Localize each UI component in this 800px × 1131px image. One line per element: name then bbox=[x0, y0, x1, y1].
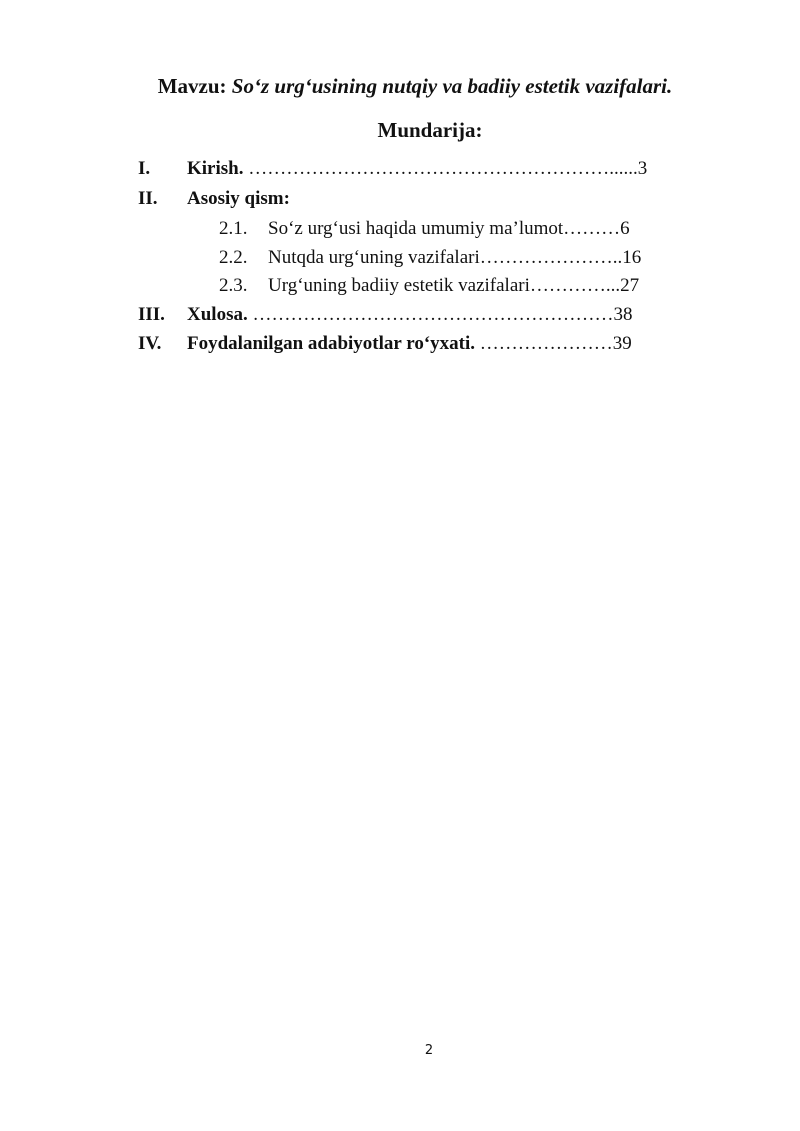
toc-subtitle: So‘z urg‘usi haqida umumiy ma’lumot bbox=[268, 218, 564, 239]
toc-entry-text bbox=[187, 303, 632, 327]
toc-numeral: II. bbox=[138, 188, 158, 209]
toc-title: Foydalanilgan adabiyotlar ro‘yxati. bbox=[187, 333, 476, 354]
toc-subentry-text bbox=[219, 246, 641, 270]
toc-leader: ……… bbox=[563, 218, 621, 239]
toc-title: Kirish. bbox=[187, 158, 244, 179]
topic-title: So‘z urg‘usining nutqiy va badiiy estetik vazifalari. bbox=[231, 74, 673, 98]
toc-leader: …………... bbox=[529, 275, 621, 296]
toc-entry-text bbox=[187, 187, 290, 211]
toc-page: 39 bbox=[612, 333, 632, 354]
toc-title: Asosiy qism: bbox=[187, 188, 290, 209]
contents-heading: Mundarija: bbox=[377, 118, 483, 142]
toc-leader: …………………………………………………...... bbox=[243, 158, 638, 179]
toc-numeral: I. bbox=[138, 158, 151, 179]
toc-subtitle: Nutqda urg‘uning vazifalari bbox=[268, 247, 480, 268]
toc-subnumber: 2.3. bbox=[219, 275, 248, 296]
page-number: 2 bbox=[424, 1043, 434, 1058]
toc-page: 27 bbox=[620, 275, 640, 296]
toc-leader: ………………… bbox=[475, 333, 613, 354]
toc-page: 16 bbox=[622, 247, 642, 268]
toc-subnumber: 2.2. bbox=[219, 247, 248, 268]
toc-numeral: III. bbox=[138, 304, 165, 325]
toc-subtitle: Urg‘uning badiiy estetik vazifalari bbox=[268, 275, 530, 296]
toc-page: 6 bbox=[620, 218, 630, 239]
toc-numeral: IV. bbox=[138, 333, 162, 354]
toc-leader: ………………………………………………… bbox=[247, 304, 614, 325]
toc-page: 38 bbox=[613, 304, 633, 325]
toc-entry-text bbox=[187, 332, 632, 356]
topic-line bbox=[0, 74, 800, 99]
toc-page: 3 bbox=[637, 158, 648, 179]
toc-entry-text bbox=[187, 157, 647, 181]
topic-label: Mavzu: bbox=[157, 74, 227, 98]
toc-leader: ………………….. bbox=[479, 247, 623, 268]
toc-subentry-text bbox=[219, 274, 639, 298]
toc-subnumber: 2.1. bbox=[219, 218, 248, 239]
toc-title: Xulosa. bbox=[187, 304, 248, 325]
toc-subentry-text bbox=[219, 217, 630, 241]
